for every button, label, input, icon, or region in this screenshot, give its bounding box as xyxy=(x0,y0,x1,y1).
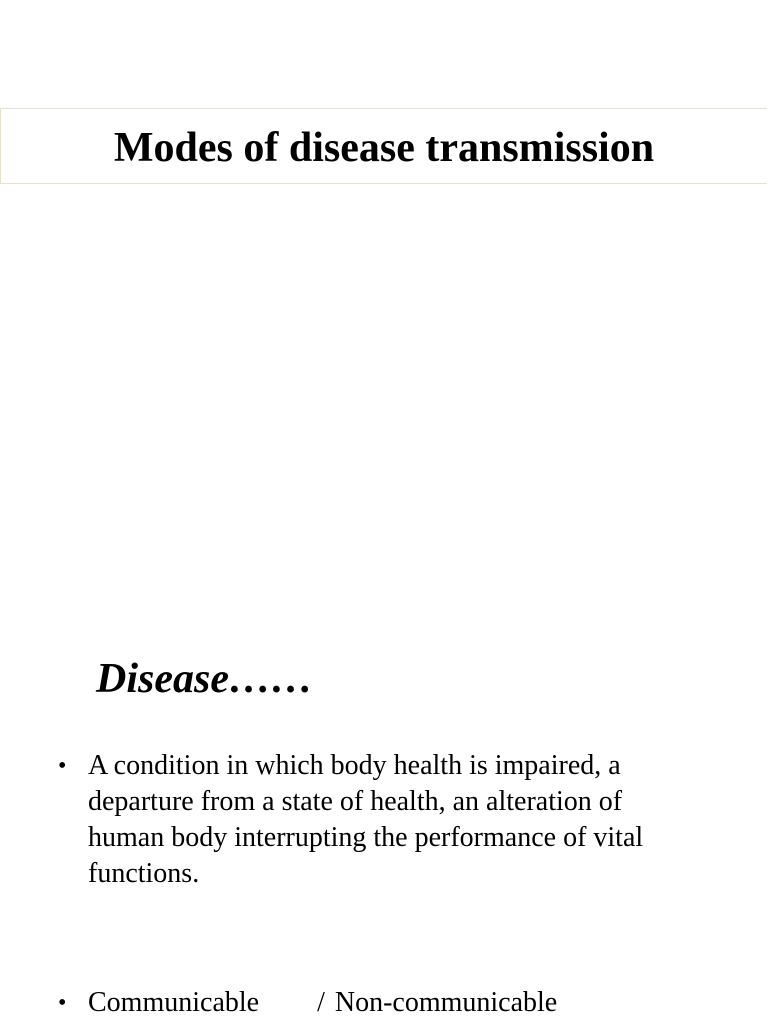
definition-text: A condition in which body health is impaired, a departure from a state of health, an alteration of human body interrupting the performance of vital functions. xyxy=(88,750,644,889)
section-heading: Disease…… xyxy=(96,656,313,702)
title-slide xyxy=(0,108,767,184)
separator-slash: / xyxy=(317,987,325,1018)
bullet-marker: • xyxy=(58,753,67,779)
communicable-label: Communicable xyxy=(88,987,260,1018)
types-line xyxy=(88,985,698,1021)
non-communicable-label: Non-communicable xyxy=(334,987,558,1018)
bullet-marker: • xyxy=(58,990,67,1016)
bullet-item-types xyxy=(58,985,698,1021)
bullet-item-definition xyxy=(58,748,698,892)
slide-title: Modes of disease transmission xyxy=(113,125,655,171)
